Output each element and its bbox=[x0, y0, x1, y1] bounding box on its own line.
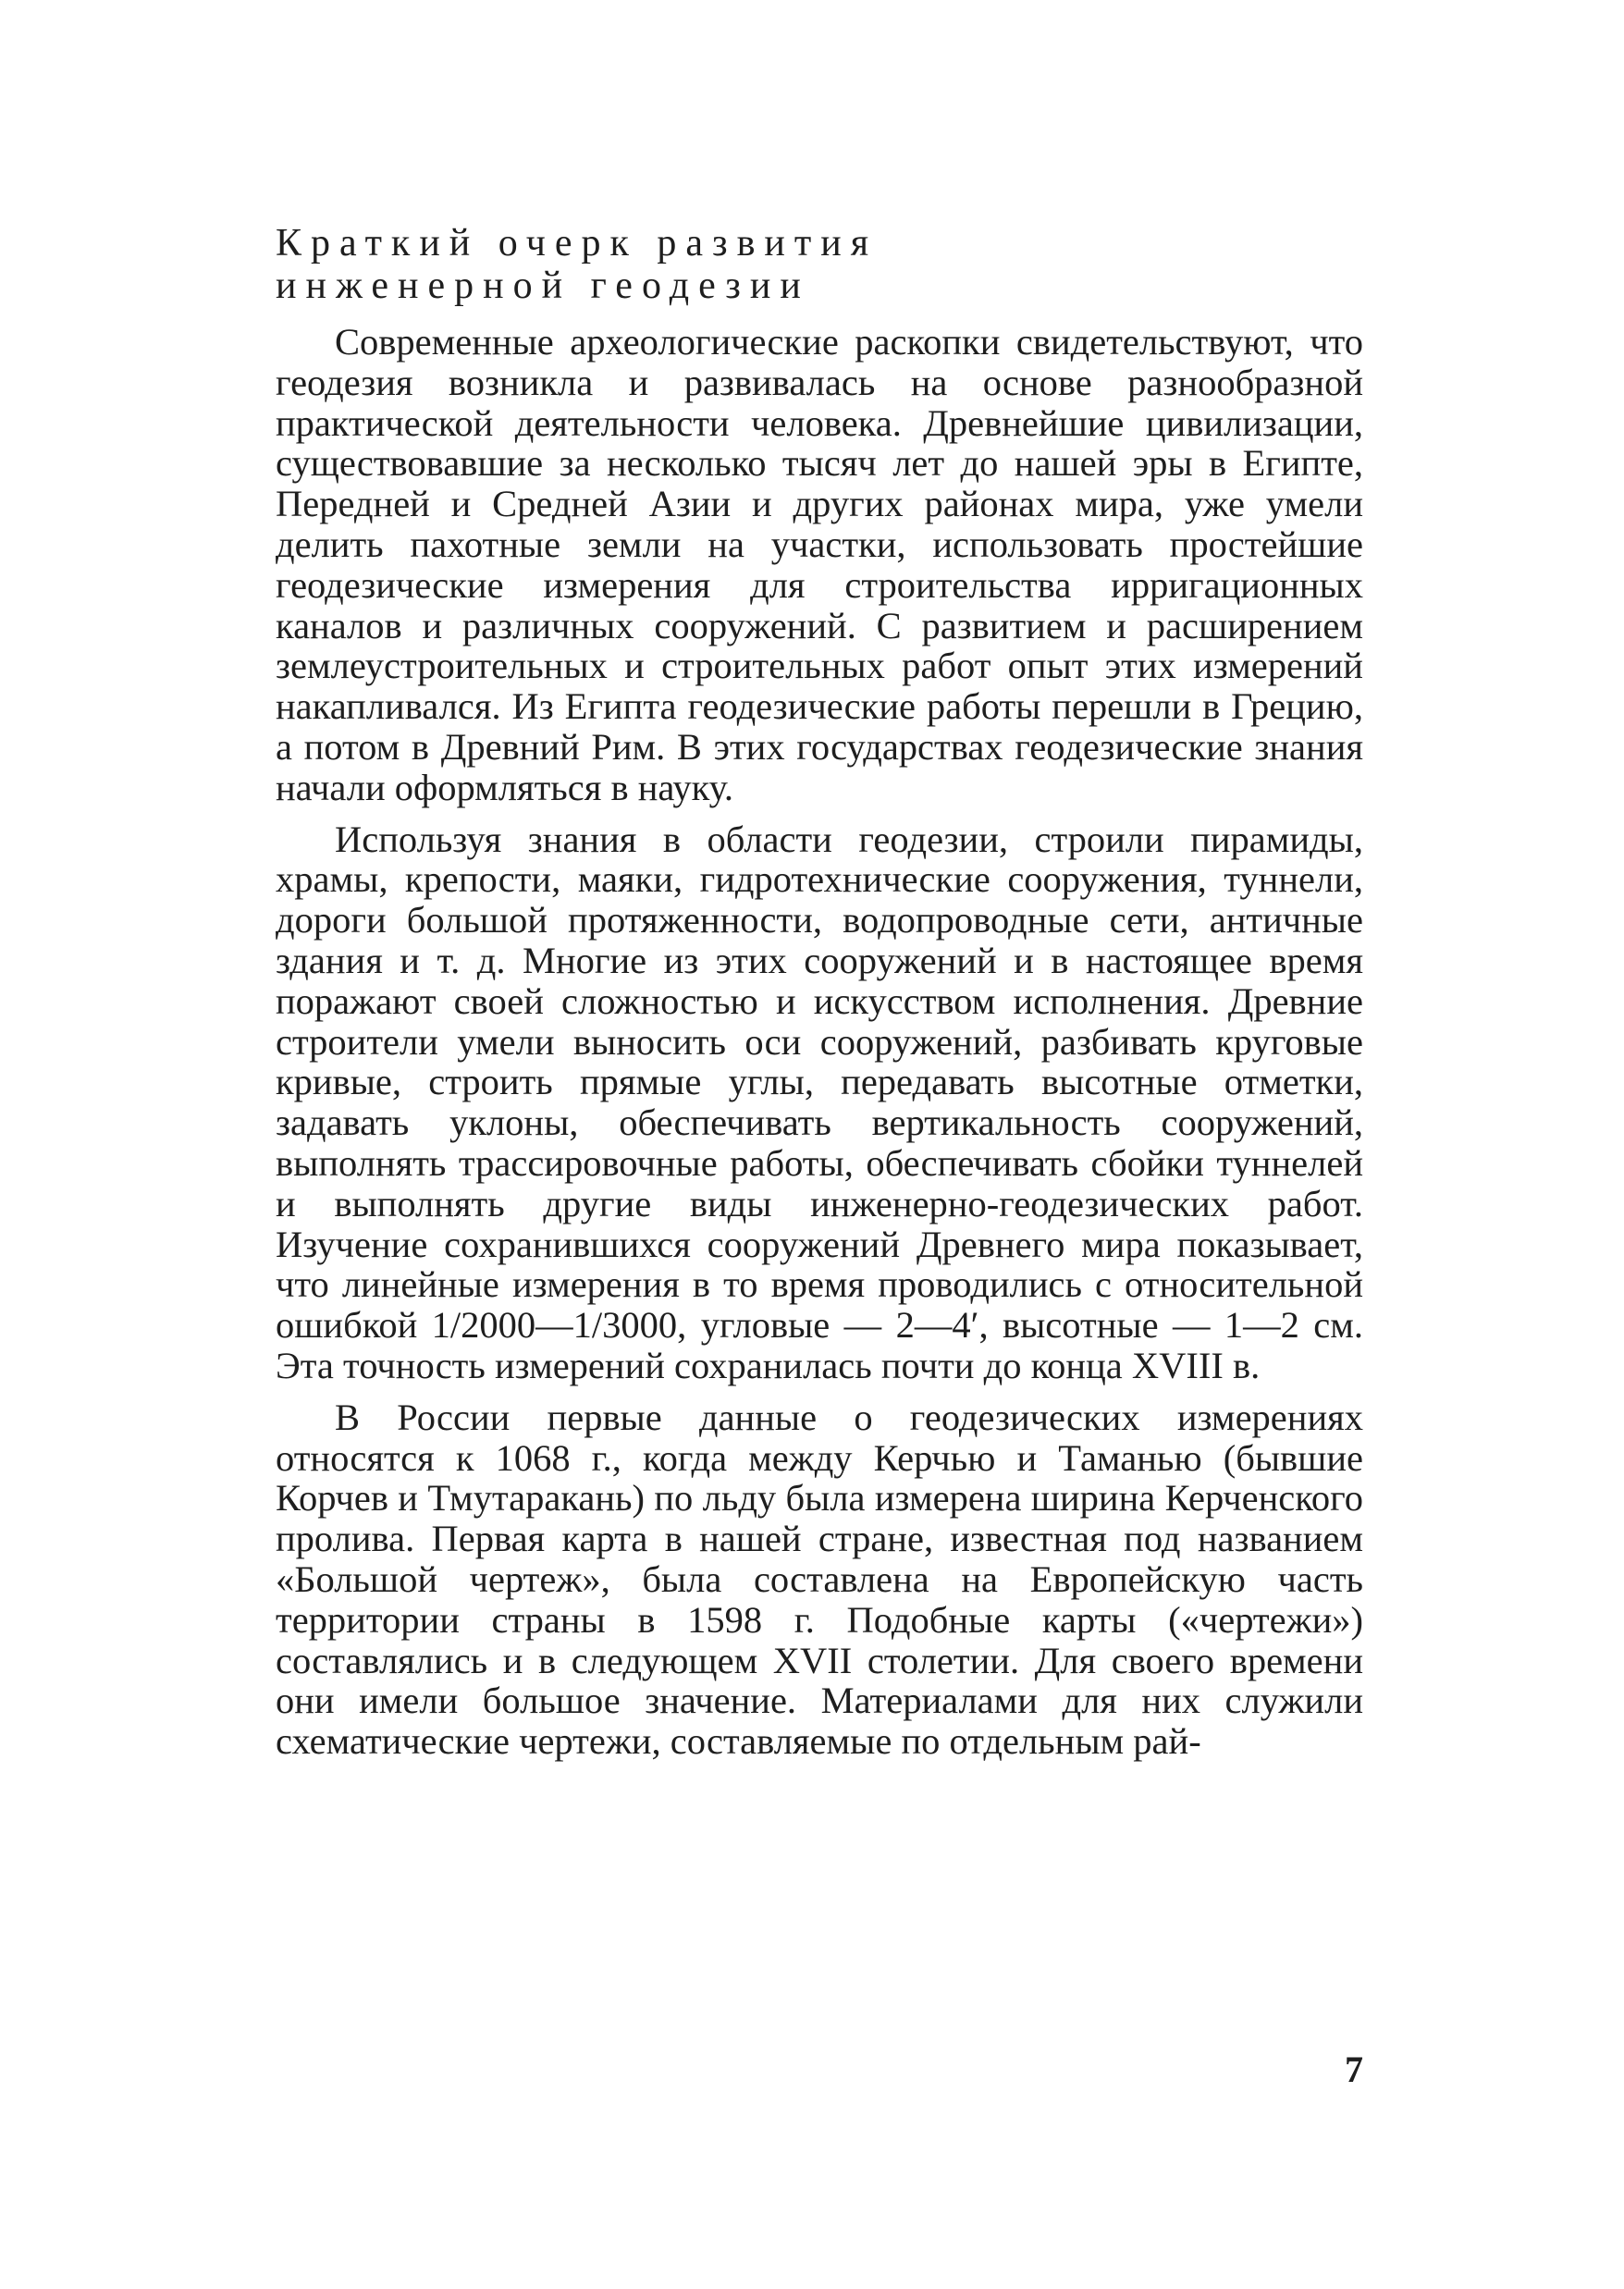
section-title bbox=[276, 222, 1363, 307]
page-content bbox=[276, 222, 1363, 1762]
page-number: 7 bbox=[1345, 2049, 1363, 2090]
paragraph-2: Используя знания в области геодезии, строили пирамиды, храмы, крепости, маяки, гидротехнические сооружения, туннели, дороги большой протяженности, водопроводные сети, античные здания и т. д. Многие из этих сооружений и в настоящее время поражают своей сложностью и искусством исполнения. Древние строители умели выносить оси сооружений, разбивать круговые кривые, строить прямые углы, передавать высотные отметки, задавать уклоны, обеспечивать вертикальность сооружений, выполнять трассировочные работы, обеспечивать сбойки туннелей и выполнять другие виды инженерно-геодезических работ. Изучение сохранившихся сооружений Древнего мира показывает, что линейные измерения в то время проводились с относительной ошибкой 1/2000—1/3000, угловые — 2—4′, высотные — 1—2 см. Эта точность измерений сохранилась почти до конца XVIII в. bbox=[276, 818, 1363, 1386]
paragraph-3: В России первые данные о геодезических измерениях относятся к 1068 г., когда между Керчью и Таманью (бывшие Корчев и Тмутаракань) по льду была измерена ширина Керченского пролива. Первая карта в нашей стране, известная под названием «Большой чертеж», была составлена на Европейскую часть территории страны в 1598 г. Подобные карты («чертежи») составлялись и в следующем XVII столетии. Для своего времени они имели большое значение. Материалами для них служили схематические чертежи, составляемые по отдельным рай- bbox=[276, 1396, 1363, 1763]
section-title-line-1: Краткий очерк развития bbox=[276, 222, 879, 265]
section-title-line-2: инженерной геодезии bbox=[276, 265, 810, 307]
paragraph-1: Современные археологические раскопки свидетельствуют, что геодезия возникла и развивалась на основе разнообразной практической деятельности человека. Древнейшие цивилизации, существовавшие за несколько тысяч лет до нашей эры в Египте, Передней и Средней Азии и других районах мира, уже умели делить пахотные земли на участки, использовать простейшие геодезические измерения для строительства ирригационных каналов и различных сооружений. С развитием и расширением землеустроительных и строительных работ опыт этих измерений накапливался. Из Египта геодезические работы перешли в Грецию, а потом в Древний Рим. В этих государствах геодезические знания начали оформляться в науку. bbox=[276, 321, 1363, 808]
